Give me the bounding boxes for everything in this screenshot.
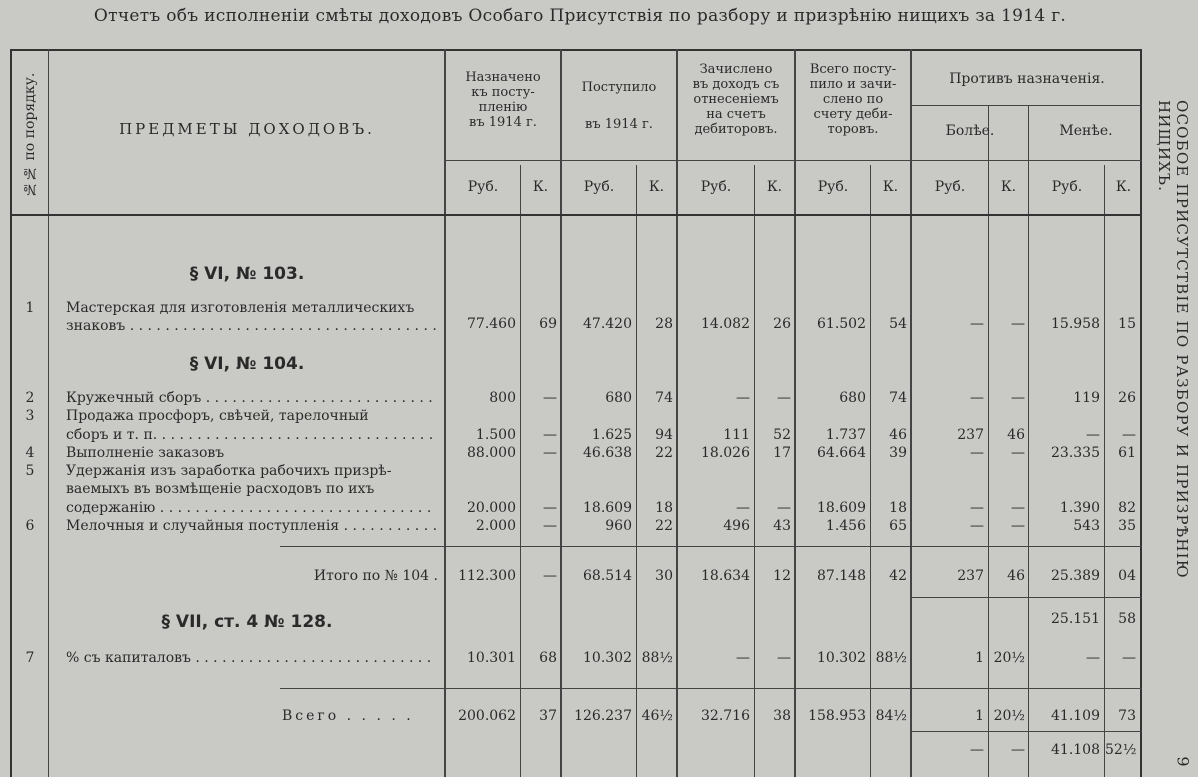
row-number: 5 xyxy=(25,463,35,479)
table-cell: 18.609 xyxy=(817,500,866,516)
header-line: въ 1914 г. xyxy=(585,117,653,132)
row-label xyxy=(66,650,436,666)
table-cell: 77.460 xyxy=(467,316,516,332)
table-cell: — xyxy=(1011,316,1025,332)
header-line: слено по xyxy=(822,92,884,107)
table-cell: 17 xyxy=(773,445,791,461)
row-label-text: знаковъ xyxy=(66,318,126,334)
table-cell: 64.664 xyxy=(817,445,866,461)
table-cell: 46 xyxy=(1007,427,1025,443)
table-cell: 1 xyxy=(975,650,984,666)
vsego-net-cell: 41.108 xyxy=(1051,742,1100,758)
section-heading: § VII, ст. 4 № 128. xyxy=(161,612,333,632)
rub-header: Руб. xyxy=(467,179,499,195)
row-label xyxy=(66,318,436,334)
table-cell: 61.502 xyxy=(817,316,866,332)
row-number: 4 xyxy=(25,445,35,461)
rub-header: Руб. xyxy=(817,179,849,195)
vsego-label: Всего . . . . . xyxy=(282,708,414,724)
page-number: 9 xyxy=(1173,756,1193,767)
table-cell: 18 xyxy=(889,500,907,516)
col-divider xyxy=(520,165,521,777)
col-divider xyxy=(910,49,912,777)
vsego-cell: 38 xyxy=(773,708,791,724)
header-line: Зачислено xyxy=(699,62,773,77)
vsego-cell: 37 xyxy=(539,708,557,724)
col-divider xyxy=(560,49,562,777)
itogo-cell: 237 xyxy=(957,568,984,584)
vsego-cell: 158.953 xyxy=(808,708,866,724)
vsego-cell: 126.237 xyxy=(574,708,632,724)
header-line: торовъ. xyxy=(827,122,879,137)
table-cell: — xyxy=(543,427,557,443)
table-cell: 10.302 xyxy=(817,650,866,666)
vsego-net-cell: 52½ xyxy=(1105,742,1137,758)
vsego-net-cell: — xyxy=(970,742,984,758)
col-divider xyxy=(676,49,678,777)
table-cell: — xyxy=(1086,427,1100,443)
table-cell: 74 xyxy=(655,390,673,406)
row-label xyxy=(66,500,436,516)
table-cell: 74 xyxy=(889,390,907,406)
table-cell: — xyxy=(1086,650,1100,666)
table-cell: — xyxy=(970,316,984,332)
col-divider xyxy=(794,49,796,777)
table-cell: — xyxy=(970,445,984,461)
table-cell: — xyxy=(736,500,750,516)
header-line: Назначено xyxy=(465,70,541,85)
vsego-cell: 46½ xyxy=(641,708,673,724)
table-cell: 88½ xyxy=(641,650,673,666)
table-cell: 237 xyxy=(957,427,984,443)
row-label xyxy=(66,445,436,461)
table-cell: 10.302 xyxy=(583,650,632,666)
header-line: къ посту- xyxy=(471,85,535,100)
row-label-text: ваемыхъ въ возмѣщеніе расходовъ по ихъ xyxy=(66,481,375,497)
itogo-cell: 87.148 xyxy=(817,568,866,584)
table-cell: 43 xyxy=(773,518,791,534)
table-cell: 69 xyxy=(539,316,557,332)
table-cell: 18.026 xyxy=(701,445,750,461)
table-cell: — xyxy=(543,500,557,516)
table-cell: — xyxy=(736,650,750,666)
kop-header: К. xyxy=(882,179,899,195)
table-cell: 46.638 xyxy=(583,445,632,461)
table-cell: 20.000 xyxy=(467,500,516,516)
table-cell: 22 xyxy=(655,445,673,461)
table-cell: 111 xyxy=(723,427,750,443)
table-cell: 680 xyxy=(839,390,866,406)
section-heading: § VI, № 103. xyxy=(189,264,305,284)
vsego-cell: 84½ xyxy=(875,708,907,724)
kop-header: К. xyxy=(1000,179,1017,195)
header-received xyxy=(562,80,676,132)
col-divider xyxy=(636,165,637,777)
itogo-rule xyxy=(280,546,1142,547)
itogo-cell: 30 xyxy=(655,568,673,584)
table-cell: 88½ xyxy=(875,650,907,666)
row-label-text: содержанію xyxy=(66,500,156,516)
header-line: пило и зачи- xyxy=(809,77,897,92)
table-cell: 800 xyxy=(489,390,516,406)
header-against: Противъ назначенія. xyxy=(949,71,1105,87)
table-cell: 61 xyxy=(1118,445,1136,461)
kop-header: К. xyxy=(1115,179,1132,195)
header-line: Поступило xyxy=(581,80,657,95)
table-cell: — xyxy=(970,518,984,534)
table-cell: 46 xyxy=(889,427,907,443)
vsego-cell: 20½ xyxy=(993,708,1025,724)
itogo-label: Итого по № 104 . xyxy=(313,568,438,584)
itogo-net-rub: 25.151 xyxy=(1051,611,1100,627)
row-label xyxy=(66,463,436,479)
table-cell: — xyxy=(1011,390,1025,406)
row-number: 7 xyxy=(25,650,35,666)
itogo-cell: 25.389 xyxy=(1051,568,1100,584)
itogo-cell: 46 xyxy=(1007,568,1025,584)
table-cell: — xyxy=(970,390,984,406)
col-divider xyxy=(1104,165,1105,777)
table-cell: 1.625 xyxy=(591,427,632,443)
row-label-text: % съ капиталовъ xyxy=(66,650,191,666)
table-cell: 23.335 xyxy=(1051,445,1100,461)
vsego-cell: 200.062 xyxy=(458,708,516,724)
row-label xyxy=(66,481,436,497)
header-line: въ 1914 г. xyxy=(469,115,537,130)
row-label-text: Мелочныя и случайныя поступленія xyxy=(66,518,340,534)
table-cell: 22 xyxy=(655,518,673,534)
header-line: въ доходъ съ xyxy=(692,77,780,92)
col-divider xyxy=(754,165,755,777)
table-cell: 18 xyxy=(655,500,673,516)
table-cell: 82 xyxy=(1118,500,1136,516)
vsego-cell: 32.716 xyxy=(701,708,750,724)
table-cell: 960 xyxy=(605,518,632,534)
vsego-cell: 73 xyxy=(1118,708,1136,724)
row-number: 6 xyxy=(25,518,35,534)
table-cell: — xyxy=(1011,445,1025,461)
row-label-text: Удержанія изъ заработка рабочихъ призрѣ- xyxy=(66,463,392,479)
table-cell: — xyxy=(1011,518,1025,534)
table-cell: — xyxy=(543,445,557,461)
header-less: Менѣе. xyxy=(1059,123,1113,139)
table-cell: 543 xyxy=(1073,518,1100,534)
table-cell: 28 xyxy=(655,316,673,332)
table-cell: 1.390 xyxy=(1059,500,1100,516)
col-divider xyxy=(48,49,49,777)
table-cell: 65 xyxy=(889,518,907,534)
table-cell: — xyxy=(736,390,750,406)
header-bottom-rule xyxy=(10,214,1142,216)
row-number: 2 xyxy=(25,390,35,406)
itogo-cell: 112.300 xyxy=(458,568,516,584)
itogo-cell: 04 xyxy=(1118,568,1136,584)
header-subject: ПРЕДМЕТЫ ДОХОДОВЪ. xyxy=(119,120,375,138)
row-label-text: Выполненіе заказовъ xyxy=(66,445,225,461)
table-cell: — xyxy=(777,390,791,406)
table-cell: 119 xyxy=(1073,390,1100,406)
table-cell: — xyxy=(1122,427,1136,443)
table-cell: 18.609 xyxy=(583,500,632,516)
header-line: пленію xyxy=(478,100,528,115)
table-cell: — xyxy=(1122,650,1136,666)
table-cell: 1.456 xyxy=(825,518,866,534)
table-cell: 88.000 xyxy=(467,445,516,461)
col-divider xyxy=(1028,105,1029,777)
table-cell: — xyxy=(777,650,791,666)
table-cell: 10.301 xyxy=(467,650,516,666)
vsego-cell: 1 xyxy=(975,708,984,724)
row-label xyxy=(66,390,436,406)
table-cell: — xyxy=(1011,500,1025,516)
rub-header: Руб. xyxy=(700,179,732,195)
side-header: ОСОБОЕ ПРИСУТСТВІЕ ПО РАЗБОРУ И ПРИЗРѢНІЮ НИЩИХЪ. xyxy=(1155,100,1191,579)
col-divider xyxy=(444,49,446,777)
header-credited xyxy=(678,62,794,137)
itogo-net-rule xyxy=(912,597,1142,598)
header-line: Всего посту- xyxy=(809,62,897,77)
row-label-text: сборъ и т. п. xyxy=(66,427,158,443)
rub-header: Руб. xyxy=(934,179,966,195)
kop-header: К. xyxy=(532,179,549,195)
table-cell: 14.082 xyxy=(701,316,750,332)
header-line: счету деби- xyxy=(813,107,893,122)
itogo-net-kop: 58 xyxy=(1118,611,1136,627)
col-divider xyxy=(870,165,871,777)
table-cell: 15 xyxy=(1118,316,1136,332)
rub-header: Руб. xyxy=(583,179,615,195)
row-divider xyxy=(912,105,1142,106)
table-cell: 39 xyxy=(889,445,907,461)
itogo-cell: 42 xyxy=(889,568,907,584)
table-cell: — xyxy=(543,390,557,406)
table-cell: 20½ xyxy=(993,650,1025,666)
itogo-cell: — xyxy=(543,568,557,584)
row-label xyxy=(66,408,436,424)
row-label-text: Мастерская для изготовленія металлическихъ xyxy=(66,300,415,316)
header-line: отнесеніемъ xyxy=(693,92,779,107)
vsego-rule xyxy=(280,688,1142,689)
row-label-text: Продажа просфоръ, свѣчей, тарелочный xyxy=(66,408,369,424)
table-cell: 1.500 xyxy=(475,427,516,443)
table-cell: 496 xyxy=(723,518,750,534)
vsego-net-rule xyxy=(912,731,1142,732)
row-label xyxy=(66,300,436,316)
header-num: №№ по порядку. xyxy=(22,72,38,198)
table-cell: 26 xyxy=(773,316,791,332)
table-cell: 2.000 xyxy=(475,518,516,534)
header-more: Болѣе. xyxy=(945,123,995,139)
row-number: 1 xyxy=(25,300,35,316)
table-cell: 54 xyxy=(889,316,907,332)
vsego-cell: 41.109 xyxy=(1051,708,1100,724)
header-total xyxy=(796,62,910,137)
kop-header: К. xyxy=(648,179,665,195)
table-cell: 68 xyxy=(539,650,557,666)
table-cell: 680 xyxy=(605,390,632,406)
itogo-cell: 12 xyxy=(773,568,791,584)
itogo-cell: 18.634 xyxy=(701,568,750,584)
row-label xyxy=(66,518,436,534)
header-line: дебиторовъ. xyxy=(694,122,778,137)
row-label-text: Кружечный сборъ xyxy=(66,390,202,406)
header-line: на счетъ xyxy=(706,107,766,122)
table-cell: 52 xyxy=(773,427,791,443)
rub-header: Руб. xyxy=(1051,179,1083,195)
header-assigned xyxy=(446,70,560,130)
table-cell: 26 xyxy=(1118,390,1136,406)
table-cell: 1.737 xyxy=(825,427,866,443)
row-divider xyxy=(446,160,1142,161)
table-cell: — xyxy=(777,500,791,516)
table-cell: — xyxy=(970,500,984,516)
table-cell: 35 xyxy=(1118,518,1136,534)
kop-header: К. xyxy=(766,179,783,195)
row-label xyxy=(66,427,436,443)
table-cell: 47.420 xyxy=(583,316,632,332)
vsego-net-cell: — xyxy=(1011,742,1025,758)
section-heading: § VI, № 104. xyxy=(189,354,305,374)
table-cell: 15.958 xyxy=(1051,316,1100,332)
table-cell: — xyxy=(543,518,557,534)
table-cell: 94 xyxy=(655,427,673,443)
page-title: Отчетъ объ исполненіи смѣты доходовъ Особаго Присутствія по разбору и призрѣнію нищихъ за 1914 г. xyxy=(93,6,1067,26)
row-number: 3 xyxy=(25,408,35,424)
itogo-cell: 68.514 xyxy=(583,568,632,584)
